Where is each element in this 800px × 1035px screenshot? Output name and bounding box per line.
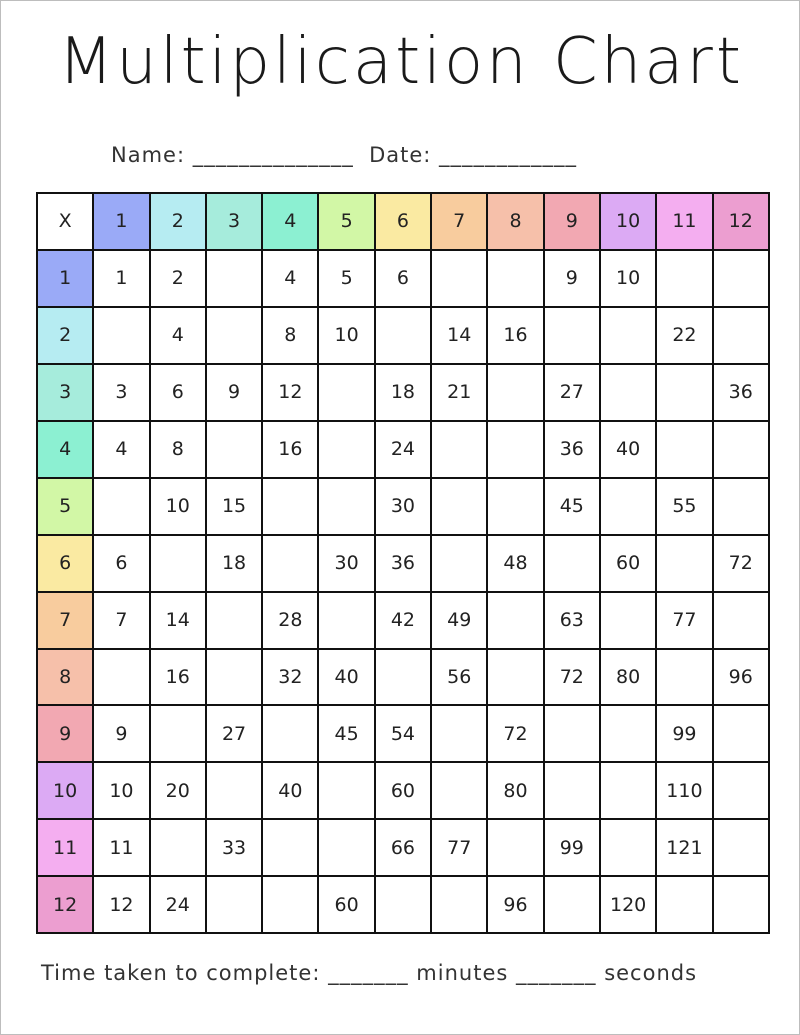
product-cell[interactable]: 40: [601, 422, 657, 479]
product-cell[interactable]: [657, 877, 713, 934]
product-cell[interactable]: [207, 650, 263, 707]
column-header-1: 1: [94, 194, 150, 251]
column-header-7: 7: [432, 194, 488, 251]
corner-cell: X: [38, 194, 94, 251]
product-cell[interactable]: [714, 479, 770, 536]
column-header-5: 5: [319, 194, 375, 251]
product-cell[interactable]: [207, 877, 263, 934]
product-cell[interactable]: 72: [714, 536, 770, 593]
product-cell[interactable]: 18: [207, 536, 263, 593]
row-header-11: 11: [38, 820, 94, 877]
product-cell[interactable]: [545, 308, 601, 365]
product-cell[interactable]: 45: [319, 706, 375, 763]
column-header-11: 11: [657, 194, 713, 251]
column-header-9: 9: [545, 194, 601, 251]
product-cell[interactable]: [263, 706, 319, 763]
product-cell[interactable]: [601, 479, 657, 536]
product-cell[interactable]: 10: [601, 251, 657, 308]
product-cell[interactable]: [151, 706, 207, 763]
product-cell[interactable]: [488, 593, 544, 650]
time-taken-label: Time taken to complete:: [41, 961, 321, 985]
time-taken-line: [41, 961, 697, 985]
product-cell[interactable]: 16: [488, 308, 544, 365]
product-cell[interactable]: 7: [94, 593, 150, 650]
product-cell[interactable]: 16: [151, 650, 207, 707]
product-cell[interactable]: 32: [263, 650, 319, 707]
product-cell[interactable]: 14: [151, 593, 207, 650]
product-cell[interactable]: [714, 422, 770, 479]
row-header-8: 8: [38, 650, 94, 707]
product-cell[interactable]: [601, 820, 657, 877]
product-cell[interactable]: [488, 251, 544, 308]
product-cell[interactable]: [714, 593, 770, 650]
product-cell[interactable]: 1: [94, 251, 150, 308]
product-cell[interactable]: [319, 763, 375, 820]
product-cell[interactable]: [432, 251, 488, 308]
product-cell[interactable]: [94, 650, 150, 707]
product-cell[interactable]: [432, 877, 488, 934]
product-cell[interactable]: 10: [319, 308, 375, 365]
product-cell[interactable]: [488, 479, 544, 536]
product-cell[interactable]: 40: [263, 763, 319, 820]
product-cell[interactable]: 30: [376, 479, 432, 536]
product-cell[interactable]: 6: [94, 536, 150, 593]
product-cell[interactable]: [319, 422, 375, 479]
product-cell[interactable]: 8: [151, 422, 207, 479]
product-cell[interactable]: 120: [601, 877, 657, 934]
product-cell[interactable]: [207, 251, 263, 308]
product-cell[interactable]: 99: [545, 820, 601, 877]
row-header-9: 9: [38, 706, 94, 763]
name-field[interactable]: ______________: [192, 143, 354, 167]
product-cell[interactable]: 96: [488, 877, 544, 934]
product-cell[interactable]: 5: [319, 251, 375, 308]
product-cell[interactable]: 12: [94, 877, 150, 934]
row-header-12: 12: [38, 877, 94, 934]
product-cell[interactable]: [545, 877, 601, 934]
product-cell[interactable]: 99: [657, 706, 713, 763]
product-cell[interactable]: [376, 877, 432, 934]
page-title: Multiplication Chart: [58, 25, 744, 99]
column-header-3: 3: [207, 194, 263, 251]
product-cell[interactable]: [545, 763, 601, 820]
product-cell[interactable]: 21: [432, 365, 488, 422]
product-cell[interactable]: [263, 536, 319, 593]
product-cell[interactable]: 3: [94, 365, 150, 422]
product-cell[interactable]: 66: [376, 820, 432, 877]
product-cell[interactable]: [488, 422, 544, 479]
product-cell[interactable]: [488, 820, 544, 877]
product-cell[interactable]: [601, 763, 657, 820]
product-cell[interactable]: 45: [545, 479, 601, 536]
product-cell[interactable]: 16: [263, 422, 319, 479]
multiplication-table: [36, 192, 770, 934]
product-cell[interactable]: [319, 593, 375, 650]
product-cell[interactable]: [657, 365, 713, 422]
product-cell[interactable]: 110: [657, 763, 713, 820]
product-cell[interactable]: 4: [151, 308, 207, 365]
date-field[interactable]: ____________: [439, 143, 578, 167]
product-cell[interactable]: [714, 877, 770, 934]
seconds-field[interactable]: _______: [516, 961, 597, 985]
product-cell[interactable]: 80: [601, 650, 657, 707]
product-cell[interactable]: 27: [545, 365, 601, 422]
product-cell[interactable]: [714, 763, 770, 820]
product-cell[interactable]: 24: [376, 422, 432, 479]
product-cell[interactable]: [263, 820, 319, 877]
product-cell[interactable]: [714, 706, 770, 763]
product-cell[interactable]: [319, 479, 375, 536]
product-cell[interactable]: [601, 365, 657, 422]
column-header-6: 6: [376, 194, 432, 251]
product-cell[interactable]: 10: [151, 479, 207, 536]
product-cell[interactable]: [207, 422, 263, 479]
product-cell[interactable]: 60: [376, 763, 432, 820]
product-cell[interactable]: 56: [432, 650, 488, 707]
product-cell[interactable]: 77: [432, 820, 488, 877]
name-date-line: [111, 143, 577, 167]
product-cell[interactable]: [376, 650, 432, 707]
product-cell[interactable]: [545, 536, 601, 593]
row-header-10: 10: [38, 763, 94, 820]
product-cell[interactable]: [601, 308, 657, 365]
product-cell[interactable]: 72: [488, 706, 544, 763]
product-cell[interactable]: 55: [657, 479, 713, 536]
product-cell[interactable]: 14: [432, 308, 488, 365]
product-cell[interactable]: [207, 763, 263, 820]
row-header-2: 2: [38, 308, 94, 365]
product-cell[interactable]: 48: [488, 536, 544, 593]
product-cell[interactable]: [432, 479, 488, 536]
product-cell[interactable]: [207, 308, 263, 365]
product-cell[interactable]: 9: [545, 251, 601, 308]
product-cell[interactable]: [432, 763, 488, 820]
row-header-1: 1: [38, 251, 94, 308]
product-cell[interactable]: [432, 422, 488, 479]
product-cell[interactable]: 72: [545, 650, 601, 707]
product-cell[interactable]: [319, 365, 375, 422]
product-cell[interactable]: 9: [94, 706, 150, 763]
product-cell[interactable]: [488, 365, 544, 422]
column-header-12: 12: [714, 194, 770, 251]
product-cell[interactable]: [432, 536, 488, 593]
product-cell[interactable]: 36: [376, 536, 432, 593]
product-cell[interactable]: 12: [263, 365, 319, 422]
product-cell[interactable]: 121: [657, 820, 713, 877]
product-cell[interactable]: [657, 650, 713, 707]
product-cell[interactable]: 36: [545, 422, 601, 479]
product-cell[interactable]: 4: [94, 422, 150, 479]
product-cell[interactable]: 9: [207, 365, 263, 422]
product-cell[interactable]: 42: [376, 593, 432, 650]
product-cell[interactable]: [657, 536, 713, 593]
product-cell[interactable]: 4: [263, 251, 319, 308]
product-cell[interactable]: [601, 706, 657, 763]
minutes-field[interactable]: _______: [328, 961, 409, 985]
name-label: Name:: [111, 143, 186, 167]
product-cell[interactable]: 40: [319, 650, 375, 707]
column-header-8: 8: [488, 194, 544, 251]
row-header-7: 7: [38, 593, 94, 650]
product-cell[interactable]: 27: [207, 706, 263, 763]
product-cell[interactable]: 20: [151, 763, 207, 820]
product-cell[interactable]: 22: [657, 308, 713, 365]
product-cell[interactable]: 28: [263, 593, 319, 650]
product-cell[interactable]: 11: [94, 820, 150, 877]
product-cell[interactable]: 15: [207, 479, 263, 536]
row-header-6: 6: [38, 536, 94, 593]
column-header-2: 2: [151, 194, 207, 251]
column-header-10: 10: [601, 194, 657, 251]
product-cell[interactable]: [94, 479, 150, 536]
column-header-4: 4: [263, 194, 319, 251]
product-cell[interactable]: [319, 820, 375, 877]
row-header-5: 5: [38, 479, 94, 536]
product-cell[interactable]: [151, 536, 207, 593]
product-cell[interactable]: 2: [151, 251, 207, 308]
product-cell[interactable]: 30: [319, 536, 375, 593]
product-cell[interactable]: [714, 820, 770, 877]
product-cell[interactable]: 36: [714, 365, 770, 422]
product-cell[interactable]: [263, 877, 319, 934]
product-cell[interactable]: [376, 308, 432, 365]
product-cell[interactable]: [488, 650, 544, 707]
product-cell[interactable]: 77: [657, 593, 713, 650]
product-cell[interactable]: 63: [545, 593, 601, 650]
product-cell[interactable]: 54: [376, 706, 432, 763]
product-cell[interactable]: 80: [488, 763, 544, 820]
product-cell[interactable]: [263, 479, 319, 536]
product-cell[interactable]: [432, 706, 488, 763]
product-cell[interactable]: 49: [432, 593, 488, 650]
product-cell[interactable]: 6: [376, 251, 432, 308]
row-header-3: 3: [38, 365, 94, 422]
product-cell[interactable]: 60: [319, 877, 375, 934]
product-cell[interactable]: [94, 308, 150, 365]
product-cell[interactable]: 18: [376, 365, 432, 422]
product-cell[interactable]: [151, 820, 207, 877]
product-cell[interactable]: 96: [714, 650, 770, 707]
product-cell[interactable]: 10: [94, 763, 150, 820]
product-cell[interactable]: 60: [601, 536, 657, 593]
product-cell[interactable]: [657, 251, 713, 308]
product-cell[interactable]: [601, 593, 657, 650]
product-cell[interactable]: 8: [263, 308, 319, 365]
product-cell[interactable]: [714, 251, 770, 308]
product-cell[interactable]: 24: [151, 877, 207, 934]
minutes-label: minutes: [416, 961, 509, 985]
product-cell[interactable]: [545, 706, 601, 763]
product-cell[interactable]: [714, 308, 770, 365]
product-cell[interactable]: [657, 422, 713, 479]
seconds-label: seconds: [604, 961, 698, 985]
product-cell[interactable]: 6: [151, 365, 207, 422]
row-header-4: 4: [38, 422, 94, 479]
date-label: Date:: [369, 143, 432, 167]
product-cell[interactable]: 33: [207, 820, 263, 877]
product-cell[interactable]: [207, 593, 263, 650]
